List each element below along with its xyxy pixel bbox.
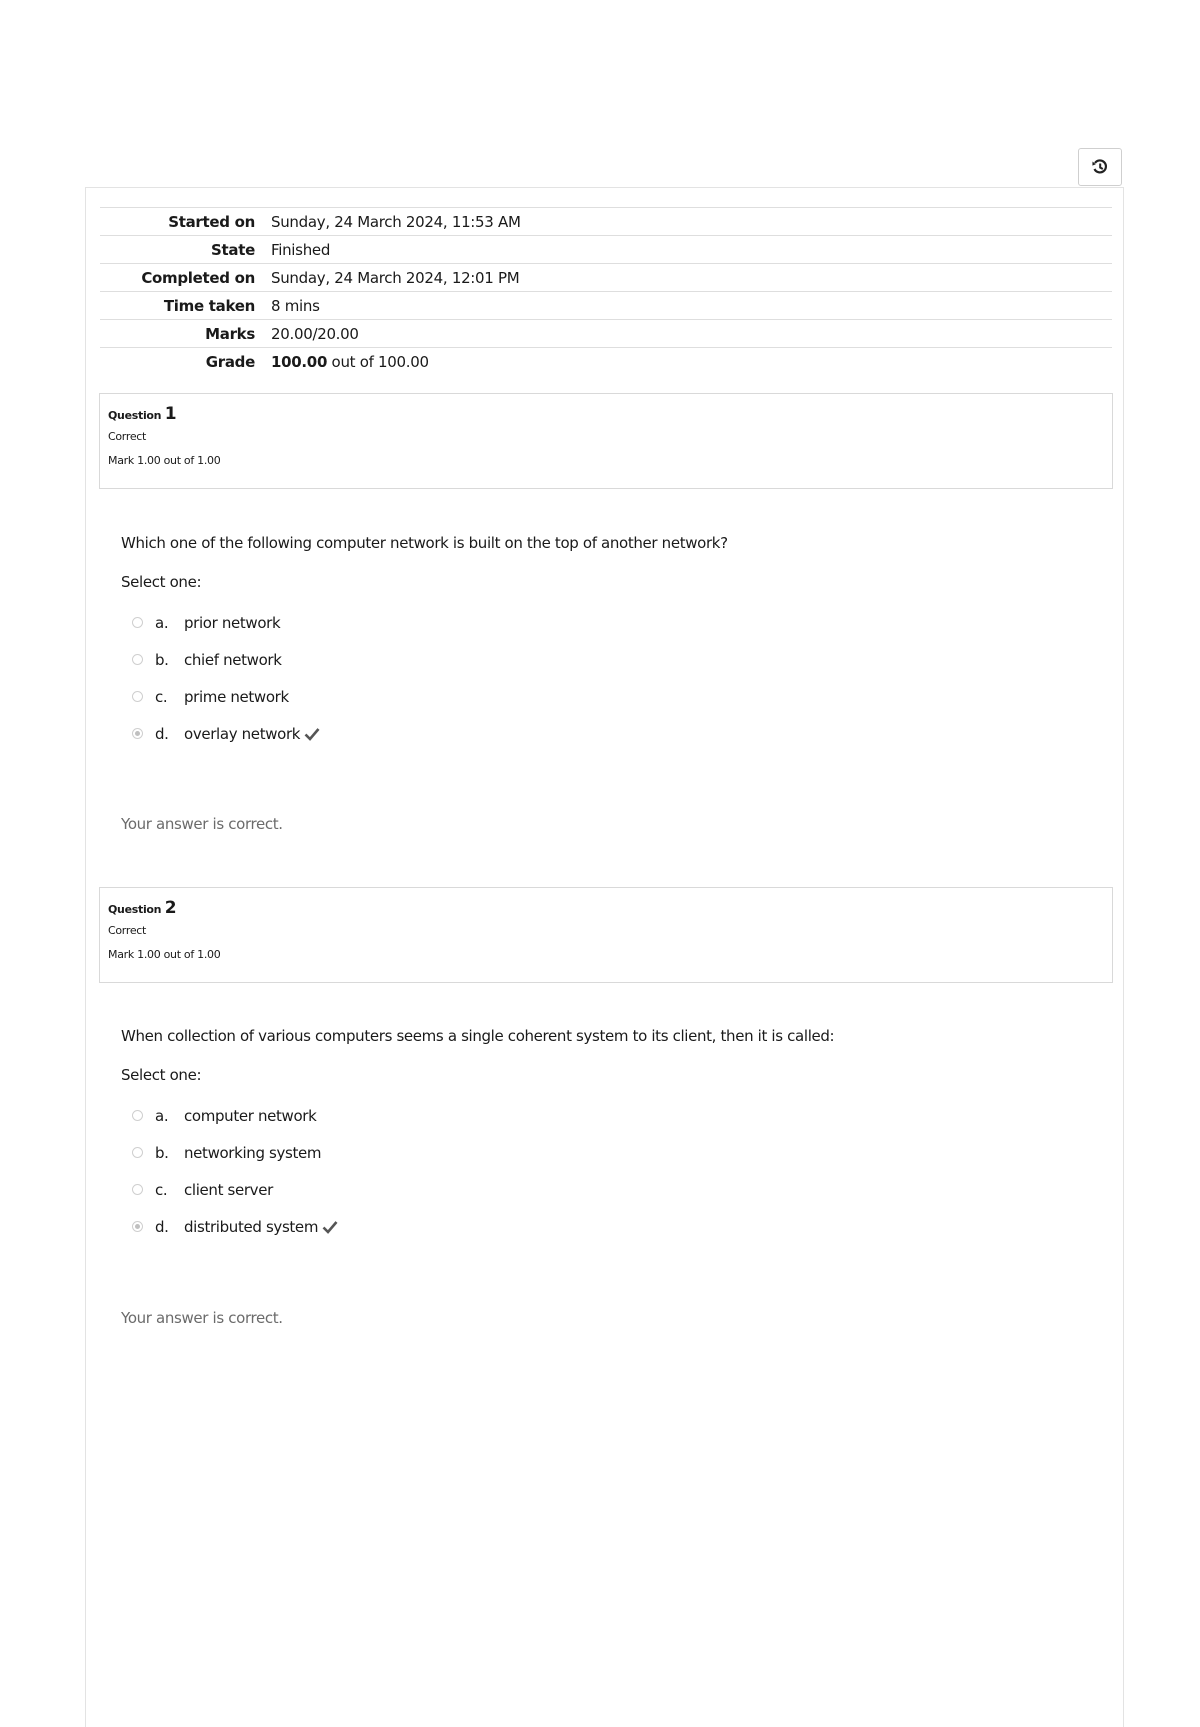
check-icon — [304, 727, 320, 741]
summary-value: Sunday, 24 March 2024, 11:53 AM — [271, 212, 521, 231]
question-grade: Mark 1.00 out of 1.00 — [108, 948, 221, 961]
option-letter: b. — [155, 650, 169, 669]
option-text: computer network — [184, 1106, 317, 1125]
summary-value: Sunday, 24 March 2024, 12:01 PM — [271, 268, 520, 287]
radio-button-checked[interactable] — [132, 728, 143, 739]
option-letter: a. — [155, 613, 169, 632]
option-letter: c. — [155, 1180, 168, 1199]
summary-value — [271, 348, 1112, 376]
answer-option[interactable] — [121, 1134, 1101, 1171]
question-state: Correct — [108, 924, 147, 937]
question-text: Which one of the following computer network is built on the top of another network? — [121, 534, 728, 552]
summary-label: Marks — [205, 324, 255, 343]
radio-button[interactable] — [132, 654, 143, 665]
question-number-value: 2 — [164, 898, 177, 918]
question-number-value: 1 — [164, 404, 177, 424]
answer-list — [121, 604, 1101, 752]
select-prompt: Select one: — [121, 1066, 202, 1084]
question-content-2 — [121, 1027, 1101, 1245]
answer-option[interactable] — [121, 1097, 1101, 1134]
answer-option[interactable] — [121, 641, 1101, 678]
summary-label: Started on — [168, 212, 255, 231]
grade-value: 100.00 — [271, 352, 328, 371]
question-text: When collection of various computers seems a single coherent system to its client, then it is called: — [121, 1027, 835, 1045]
radio-button[interactable] — [132, 1147, 143, 1158]
question-state: Correct — [108, 430, 147, 443]
radio-button[interactable] — [132, 617, 143, 628]
feedback-text: Your answer is correct. — [121, 815, 283, 833]
question-info-1 — [99, 393, 1113, 489]
radio-button-checked[interactable] — [132, 1221, 143, 1232]
summary-value: Finished — [271, 240, 331, 259]
summary-row-marks — [100, 320, 1112, 348]
select-prompt: Select one: — [121, 573, 202, 591]
summary-label: Completed on — [141, 268, 255, 287]
check-icon — [322, 1220, 338, 1234]
grade-suffix: out of 100.00 — [327, 352, 429, 371]
radio-button[interactable] — [132, 1184, 143, 1195]
question-number — [108, 404, 1112, 424]
option-text: overlay network — [184, 724, 301, 743]
answer-option-selected[interactable] — [121, 715, 1101, 752]
option-letter: d. — [155, 724, 169, 743]
question-number — [108, 898, 1112, 918]
answer-option[interactable] — [121, 604, 1101, 641]
option-text: networking system — [184, 1143, 322, 1162]
history-button[interactable] — [1078, 148, 1122, 186]
option-text: distributed system — [184, 1217, 319, 1236]
summary-label: Grade — [205, 352, 255, 371]
option-text: prior network — [184, 613, 281, 632]
question-info-2 — [99, 887, 1113, 983]
question-label: Question — [108, 903, 162, 916]
summary-value: 8 mins — [271, 296, 320, 315]
option-letter: b. — [155, 1143, 169, 1162]
option-letter: d. — [155, 1217, 169, 1236]
feedback-text: Your answer is correct. — [121, 1309, 283, 1327]
answer-option-selected[interactable] — [121, 1208, 1101, 1245]
history-icon — [1091, 158, 1109, 176]
option-letter: c. — [155, 687, 168, 706]
question-grade: Mark 1.00 out of 1.00 — [108, 454, 221, 467]
question-label: Question — [108, 409, 162, 422]
summary-label: State — [211, 240, 255, 259]
summary-value: 20.00/20.00 — [271, 324, 359, 343]
answer-option[interactable] — [121, 1171, 1101, 1208]
answer-option[interactable] — [121, 678, 1101, 715]
option-text: chief network — [184, 650, 282, 669]
option-letter: a. — [155, 1106, 169, 1125]
summary-row-time-taken — [100, 292, 1112, 320]
summary-row-started — [100, 208, 1112, 236]
summary-row-grade — [100, 348, 1112, 376]
radio-button[interactable] — [132, 691, 143, 702]
answer-list — [121, 1097, 1101, 1245]
summary-label: Time taken — [163, 296, 255, 315]
option-text: prime network — [184, 687, 289, 706]
question-content-1 — [121, 534, 1101, 752]
attempt-summary-table — [100, 207, 1112, 376]
summary-row-state — [100, 236, 1112, 264]
option-text: client server — [184, 1180, 273, 1199]
summary-row-completed — [100, 264, 1112, 292]
radio-button[interactable] — [132, 1110, 143, 1121]
